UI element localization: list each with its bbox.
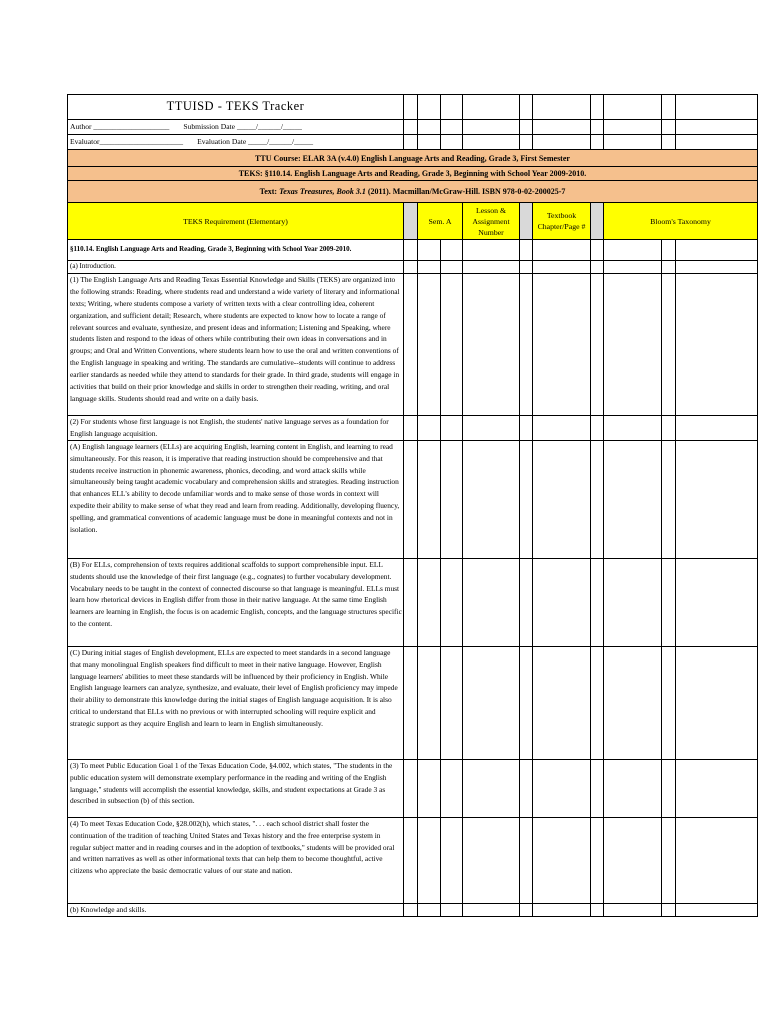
spacer-cell xyxy=(404,558,418,646)
entry-cell[interactable] xyxy=(441,273,463,415)
requirement-cell: (4) To meet Texas Education Code, §28.002(h), which states, ". . . each school district shall foster the continuation of the tradition of teaching United States and Texas history and the free enterprise system in regular subject matter and in reading courses and in the adoption of textbooks," students will be provided oral and written narratives as well as other informational texts that can help them to become thoughtful, active citizens who appreciate the basic democratic values of our state and nation. xyxy=(68,817,404,903)
table-row xyxy=(68,261,758,274)
spacer-cell xyxy=(404,240,418,261)
entry-cell[interactable] xyxy=(533,415,591,440)
requirement-cell: (1) The English Language Arts and Reading Texas Essential Knowledge and Skills (TEKS) are organized into the following strands: Reading, where students read and understand a wide variety of literary and informational texts; Writing, where students compose a variety of written texts with a clear controlling idea, coherent organization, and sufficient detail; Research, where students are expected to know how to locate a range of relevant sources and evaluate, synthesize, and present ideas and information; Listening and Speaking, where students listen and respond to the ideas of others while contributing their own ideas in conversations and in groups; and Oral and Written Conventions, where students learn how to use the oral and written conventions of the English language in speaking and writing. The standards are cumulative--students will continue to address earlier standards as needed while they attend to standards for their grade. In third grade, students will engage in activities that build on their prior knowledge and skills in order to strengthen their reading, writing, and oral language skills. Students should read and write on a daily basis. xyxy=(68,273,404,415)
spacer-cell xyxy=(662,646,676,759)
spacer-cell xyxy=(662,759,676,817)
entry-cell[interactable] xyxy=(418,817,441,903)
spacer-cell xyxy=(520,903,533,916)
spacer-cell xyxy=(662,903,676,916)
spacer-cell xyxy=(591,558,604,646)
entry-cell[interactable] xyxy=(533,817,591,903)
table-row xyxy=(68,273,758,415)
requirement-cell: (C) During initial stages of English development, ELLs are expected to meet standards in a second language that many monolingual English speakers find difficult to meet in their native language. However, English language learners' abilities to meet these standards will be influenced by their proficiency in English. While English language learners can analyze, synthesize, and evaluate, their level of English proficiency may impede their ability to demonstrate this knowledge during the initial stages of English language acquisition. It is also critical to understand that ELLs with no previous or with interrupted schooling will require explicit and strategic support as they acquire English and learn to learn in English simultaneously. xyxy=(68,646,404,759)
entry-cell[interactable] xyxy=(604,415,662,440)
table-row xyxy=(68,240,758,261)
spacer-cell xyxy=(404,646,418,759)
entry-cell[interactable] xyxy=(533,759,591,817)
textbook-title xyxy=(68,181,758,203)
submission-date-field[interactable]: Submission Date _____/______/_____ xyxy=(183,122,302,132)
entry-cell[interactable] xyxy=(604,261,662,274)
entry-cell[interactable] xyxy=(463,440,520,558)
evaluator-field[interactable]: Evaluator______________________ xyxy=(70,137,184,147)
entry-cell[interactable] xyxy=(676,817,758,903)
entry-cell[interactable] xyxy=(463,273,520,415)
entry-cell[interactable] xyxy=(676,759,758,817)
spacer-cell xyxy=(404,903,418,916)
entry-cell[interactable] xyxy=(463,261,520,274)
entry-cell[interactable] xyxy=(533,440,591,558)
teks-title: TEKS: §110.14. English Language Arts and Reading, Grade 3, Beginning with School Year 2009-2010. xyxy=(68,167,758,181)
spacer-cell xyxy=(662,415,676,440)
entry-cell[interactable] xyxy=(441,558,463,646)
entry-cell[interactable] xyxy=(604,646,662,759)
requirement-cell: (2) For students whose first language is not English, the students' native language serves as a foundation for English language acquisition. xyxy=(68,415,404,440)
entry-cell[interactable] xyxy=(441,415,463,440)
entry-cell[interactable] xyxy=(676,903,758,916)
col-header-textbook: Textbook Chapter/Page # xyxy=(533,203,591,240)
entry-cell[interactable] xyxy=(418,558,441,646)
spacer-cell xyxy=(520,759,533,817)
spacer-cell xyxy=(591,817,604,903)
entry-cell[interactable] xyxy=(418,646,441,759)
requirement-cell: (a) Introduction. xyxy=(68,261,404,274)
entry-cell[interactable] xyxy=(604,440,662,558)
entry-cell[interactable] xyxy=(441,646,463,759)
spacer-cell xyxy=(520,817,533,903)
spacer-cell xyxy=(591,240,604,261)
spacer-cell xyxy=(591,273,604,415)
requirement-cell: §110.14. English Language Arts and Reading, Grade 3, Beginning with School Year 2009-2010. xyxy=(68,240,404,261)
requirement-cell: (A) English language learners (ELLs) are acquiring English, learning content in English, and learning to read simultaneously. For this reason, it is imperative that reading instruction should be comprehensive and that students receive instruction in phonemic awareness, phonics, decoding, and word attack skills while simultaneously being taught academic vocabulary and comprehension skills and strategies. Reading instruction that enhances ELL's ability to decode unfamiliar words and to make sense of those words in context will expedite their ability to make sense of what they read and learn from reading. Additionally, developing fluency, spelling, and grammatical conventions of academic language must be done in meaningful contexts and not in isolation. xyxy=(68,440,404,558)
spacer-cell xyxy=(591,415,604,440)
spacer-cell xyxy=(520,240,533,261)
entry-cell[interactable] xyxy=(676,415,758,440)
spacer-cell xyxy=(662,273,676,415)
spacer-cell xyxy=(404,440,418,558)
spacer-cell xyxy=(520,558,533,646)
spacer-cell xyxy=(520,646,533,759)
entry-cell[interactable] xyxy=(418,261,441,274)
entry-cell[interactable] xyxy=(676,261,758,274)
entry-cell[interactable] xyxy=(604,273,662,415)
textbook-citation: Text: Texas Treasures, Book 3.1 (2011). Macmillan/McGraw-Hill. ISBN 978-0-02-200025-7 xyxy=(259,187,566,196)
teks-tracker-table xyxy=(67,94,758,917)
spacer-cell xyxy=(520,440,533,558)
col-header-requirement: TEKS Requirement (Elementary) xyxy=(68,203,404,240)
entry-cell[interactable] xyxy=(441,903,463,916)
author-field[interactable]: Author ____________________ xyxy=(70,122,170,132)
evaluation-date-field[interactable]: Evaluation Date _____/______/_____ xyxy=(197,137,314,147)
table-row xyxy=(68,415,758,440)
spacer-cell xyxy=(404,817,418,903)
entry-cell[interactable] xyxy=(441,440,463,558)
spacer-cell xyxy=(520,415,533,440)
entry-cell[interactable] xyxy=(418,759,441,817)
entry-cell[interactable] xyxy=(533,646,591,759)
requirement-cell: (3) To meet Public Education Goal 1 of the Texas Education Code, §4.002, which states, "The students in the public education system will demonstrate exemplary performance in the reading and writing of the English language," students will accomplish the essential knowledge, skills, and student expectations at Grade 3 as described in subsection (b) of this section. xyxy=(68,759,404,817)
entry-cell[interactable] xyxy=(418,903,441,916)
entry-cell[interactable] xyxy=(463,759,520,817)
entry-cell[interactable] xyxy=(463,240,520,261)
spacer-cell xyxy=(520,273,533,415)
entry-cell[interactable] xyxy=(418,440,441,558)
spacer-cell xyxy=(404,415,418,440)
author-row xyxy=(68,120,404,135)
requirement-cell: (B) For ELLs, comprehension of texts requires additional scaffolds to support comprehensible input. ELL students should use the knowledge of their first language (e.g., cognates) to further vocabulary development. Vocabulary needs to be taught in the context of connected discourse so that language is meaningful. ELLs must learn how rhetorical devices in English differ from those in their native language. At the same time English learners are learning in English, the focus is on academic English, concepts, and the language structures specific to the content. xyxy=(68,558,404,646)
entry-cell[interactable] xyxy=(604,817,662,903)
evaluator-row xyxy=(68,135,404,150)
spacer-cell xyxy=(591,759,604,817)
entry-cell[interactable] xyxy=(676,558,758,646)
requirement-cell: (b) Knowledge and skills. xyxy=(68,903,404,916)
col-header-lesson: Lesson & Assignment Number xyxy=(463,203,520,240)
entry-cell[interactable] xyxy=(463,415,520,440)
spacer-cell xyxy=(662,817,676,903)
table-row xyxy=(68,646,758,759)
spacer-cell xyxy=(404,273,418,415)
spacer-cell xyxy=(404,261,418,274)
spacer-cell xyxy=(591,903,604,916)
col-header-blooms: Bloom's Taxonomy xyxy=(604,203,758,240)
spacer-cell xyxy=(662,558,676,646)
entry-cell[interactable] xyxy=(533,273,591,415)
entry-cell[interactable] xyxy=(676,240,758,261)
entry-cell[interactable] xyxy=(604,759,662,817)
entry-cell[interactable] xyxy=(533,903,591,916)
col-header-sem: Sem. A xyxy=(418,203,463,240)
entry-cell[interactable] xyxy=(441,261,463,274)
entry-cell[interactable] xyxy=(418,273,441,415)
entry-cell[interactable] xyxy=(441,817,463,903)
spacer-cell xyxy=(662,261,676,274)
entry-cell[interactable] xyxy=(533,240,591,261)
entry-cell[interactable] xyxy=(463,646,520,759)
entry-cell[interactable] xyxy=(418,240,441,261)
entry-cell[interactable] xyxy=(441,759,463,817)
table-row xyxy=(68,817,758,903)
spacer-cell xyxy=(591,440,604,558)
entry-cell[interactable] xyxy=(676,646,758,759)
spacer-cell xyxy=(662,240,676,261)
entry-cell[interactable] xyxy=(533,558,591,646)
table-row xyxy=(68,759,758,817)
entry-cell[interactable] xyxy=(533,261,591,274)
entry-cell[interactable] xyxy=(463,903,520,916)
entry-cell[interactable] xyxy=(676,273,758,415)
table-row xyxy=(68,440,758,558)
table-row xyxy=(68,903,758,916)
spacer-cell xyxy=(591,646,604,759)
spacer-cell xyxy=(662,440,676,558)
entry-cell[interactable] xyxy=(463,817,520,903)
page-title: TTUISD - TEKS Tracker xyxy=(68,95,404,120)
entry-cell[interactable] xyxy=(463,558,520,646)
table-row xyxy=(68,558,758,646)
entry-cell[interactable] xyxy=(441,240,463,261)
spacer-cell xyxy=(591,261,604,274)
spacer-cell xyxy=(404,759,418,817)
entry-cell[interactable] xyxy=(418,415,441,440)
course-title: TTU Course: ELAR 3A (v.4.0) English Language Arts and Reading, Grade 3, First Semester xyxy=(68,150,758,167)
entry-cell[interactable] xyxy=(604,240,662,261)
entry-cell[interactable] xyxy=(604,558,662,646)
entry-cell[interactable] xyxy=(604,903,662,916)
spacer-cell xyxy=(520,261,533,274)
entry-cell[interactable] xyxy=(676,440,758,558)
